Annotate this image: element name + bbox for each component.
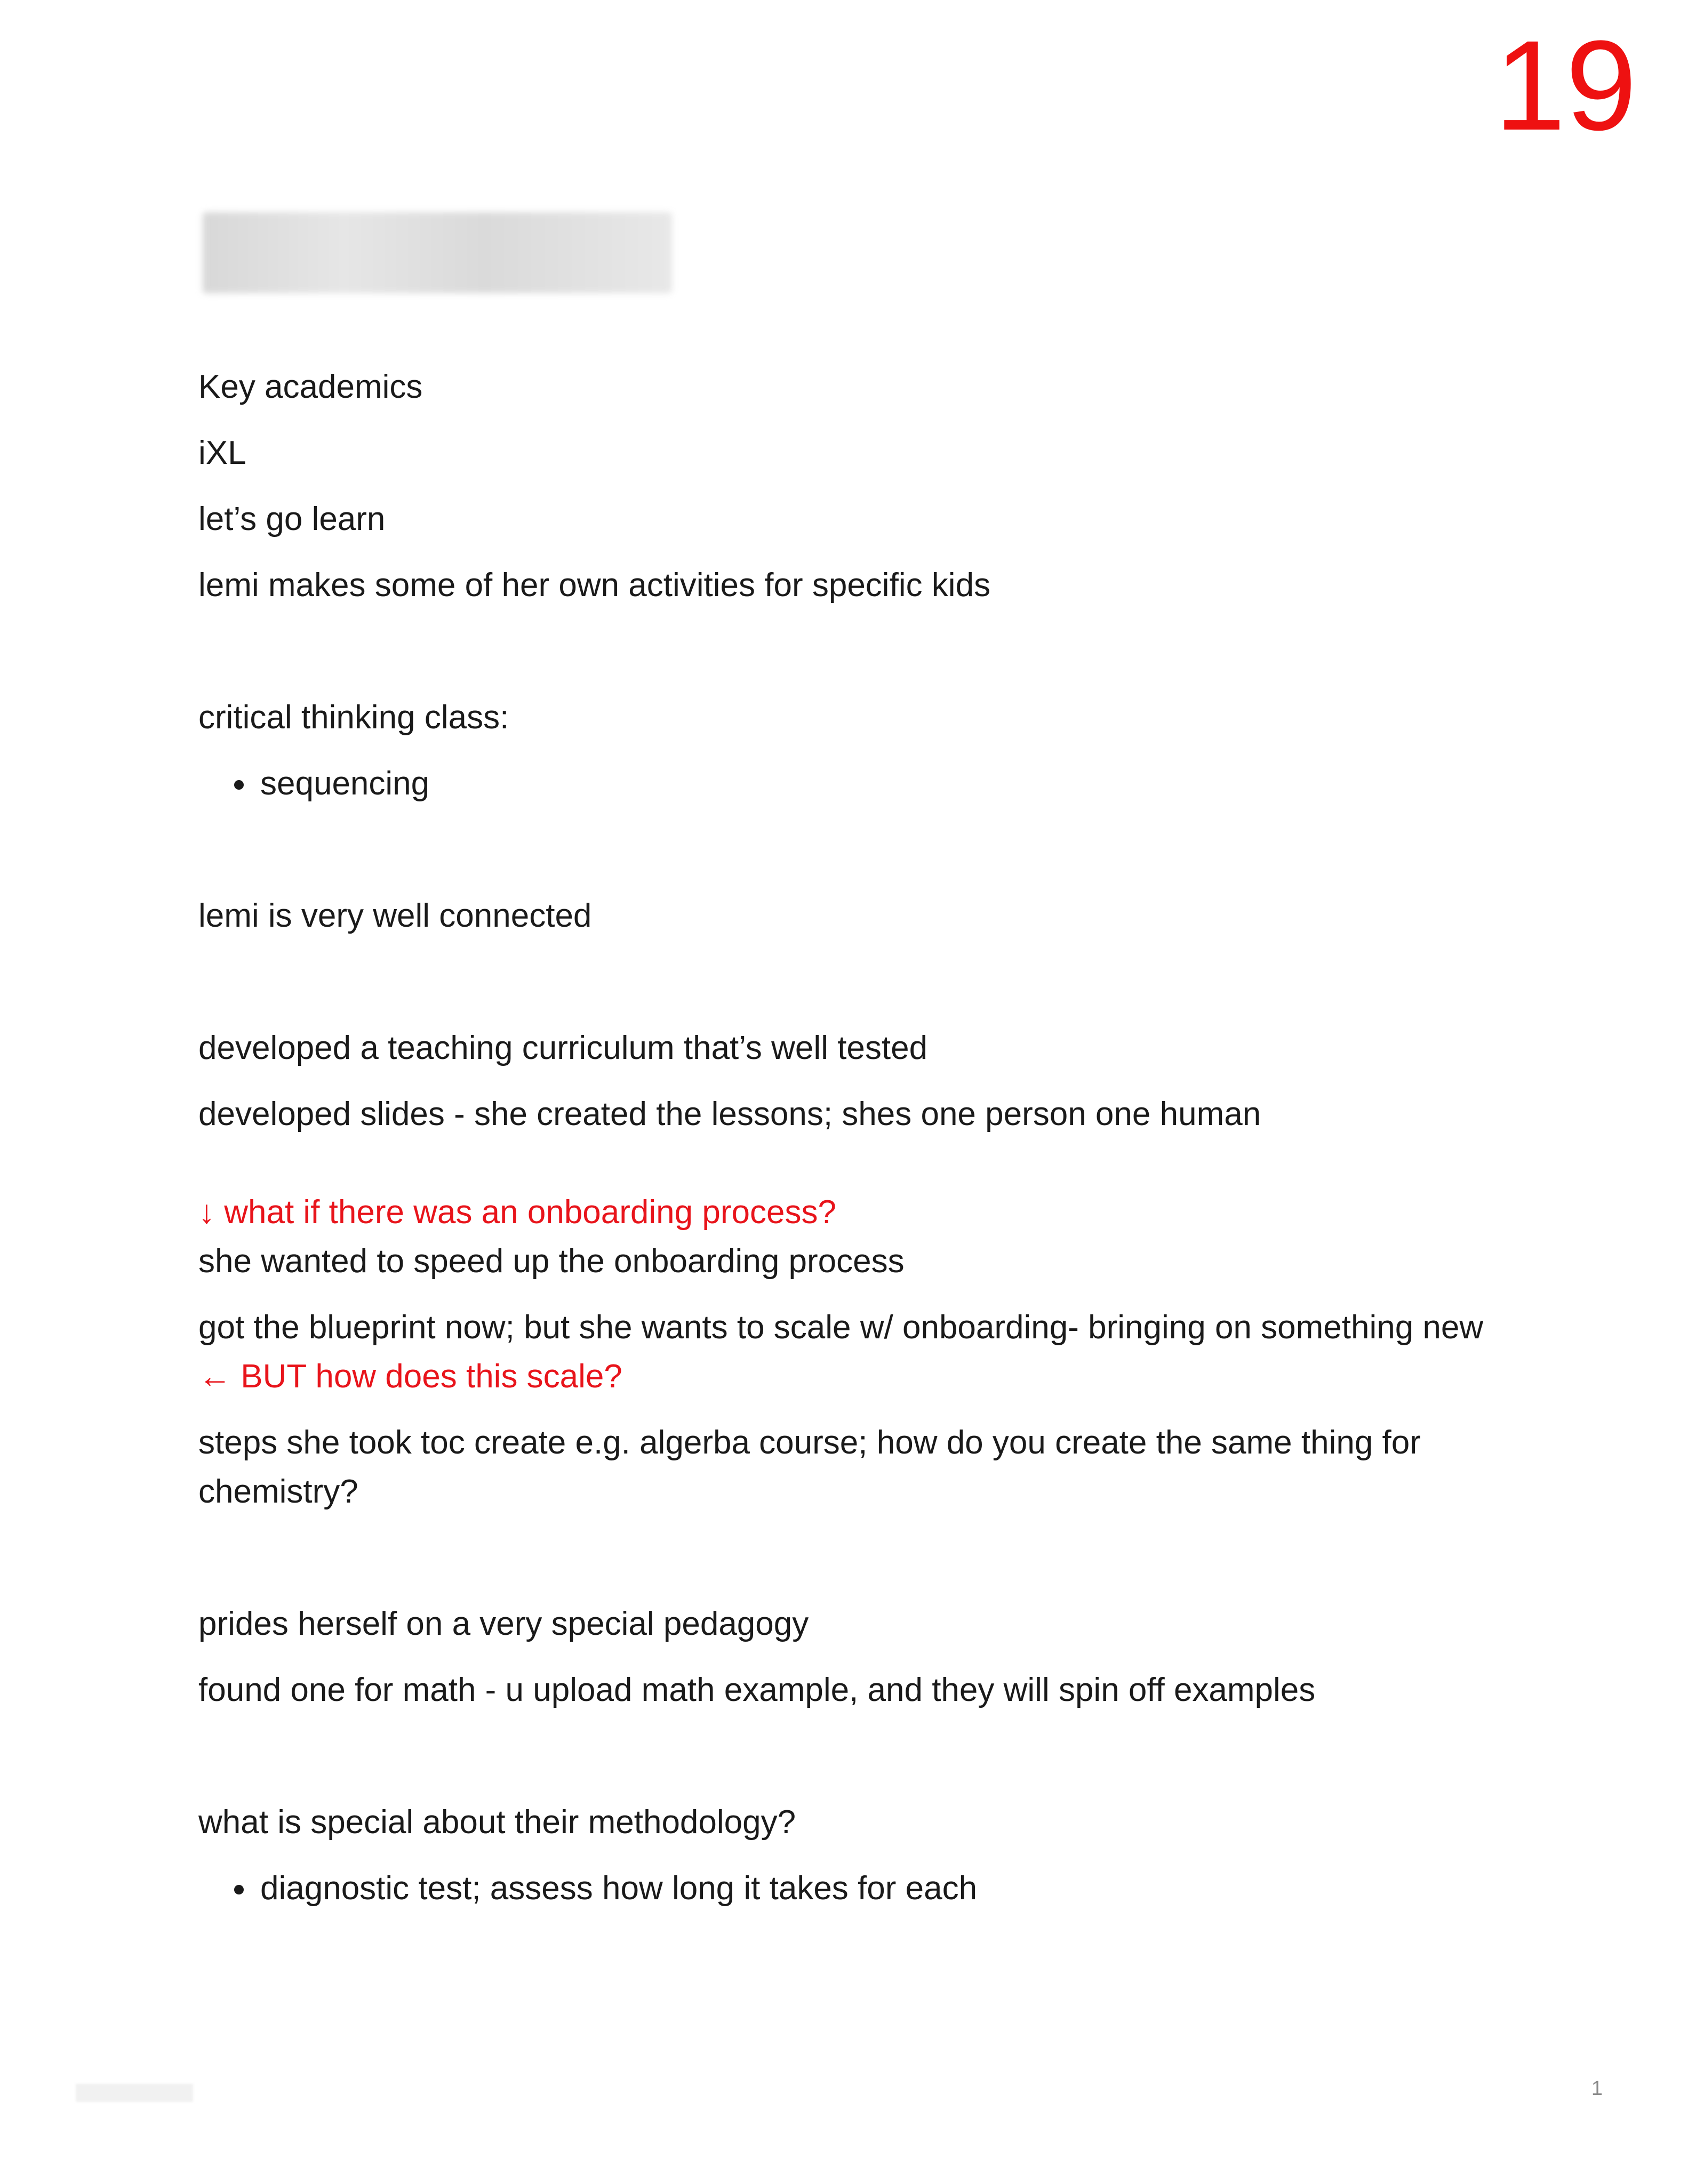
bullet-list xyxy=(198,1864,1489,1913)
spacer xyxy=(198,627,1489,693)
redacted-footer xyxy=(76,2084,193,2102)
scale-annotation: ← BUT how does this scale? xyxy=(198,1358,622,1395)
paragraph: lemi is very well connected xyxy=(198,897,592,934)
list-item: • sequencing xyxy=(257,759,1489,808)
paragraph: she wanted to speed up the onboarding process xyxy=(198,1243,905,1280)
paragraph: let’s go learn xyxy=(198,501,386,537)
paragraph: lemi makes some of her own activities for specific kids xyxy=(198,567,991,604)
bullet-list xyxy=(198,759,1489,808)
annotation-page-number: 19 xyxy=(1494,14,1637,157)
onboarding-annotation: ↓ what if there was an onboarding process? xyxy=(198,1194,836,1231)
paragraph: developed a teaching curriculum that’s well tested xyxy=(198,1030,928,1066)
page-number: 1 xyxy=(1591,2077,1603,2100)
paragraph: critical thinking class: xyxy=(198,699,509,736)
paragraph: prides herself on a very special pedagogy xyxy=(198,1605,809,1642)
redacted-title xyxy=(203,212,672,293)
paragraph: steps she took toc create e.g. algerba course; how do you create the same thing for chemistry? xyxy=(198,1424,1421,1510)
spacer xyxy=(198,958,1489,1024)
list-item: • diagnostic test; assess how long it takes for each xyxy=(257,1864,1489,1913)
spacer xyxy=(198,1156,1489,1188)
spacer xyxy=(198,825,1489,892)
spacer xyxy=(198,1732,1489,1798)
paragraph: developed slides - she created the lessons; shes one person one human xyxy=(198,1096,1261,1133)
paragraph-text: got the blueprint now; but she wants to scale w/ onboarding- bringing on something new xyxy=(198,1309,1484,1346)
paragraph: found one for math - u upload math example, and they will spin off examples xyxy=(198,1672,1316,1708)
paragraph: what is special about their methodology? xyxy=(198,1804,796,1841)
paragraph xyxy=(198,1303,1489,1401)
paragraph: Key academics xyxy=(198,368,423,405)
document-body xyxy=(198,363,1489,1930)
paragraph: iXL xyxy=(198,435,246,471)
spacer xyxy=(198,1533,1489,1600)
